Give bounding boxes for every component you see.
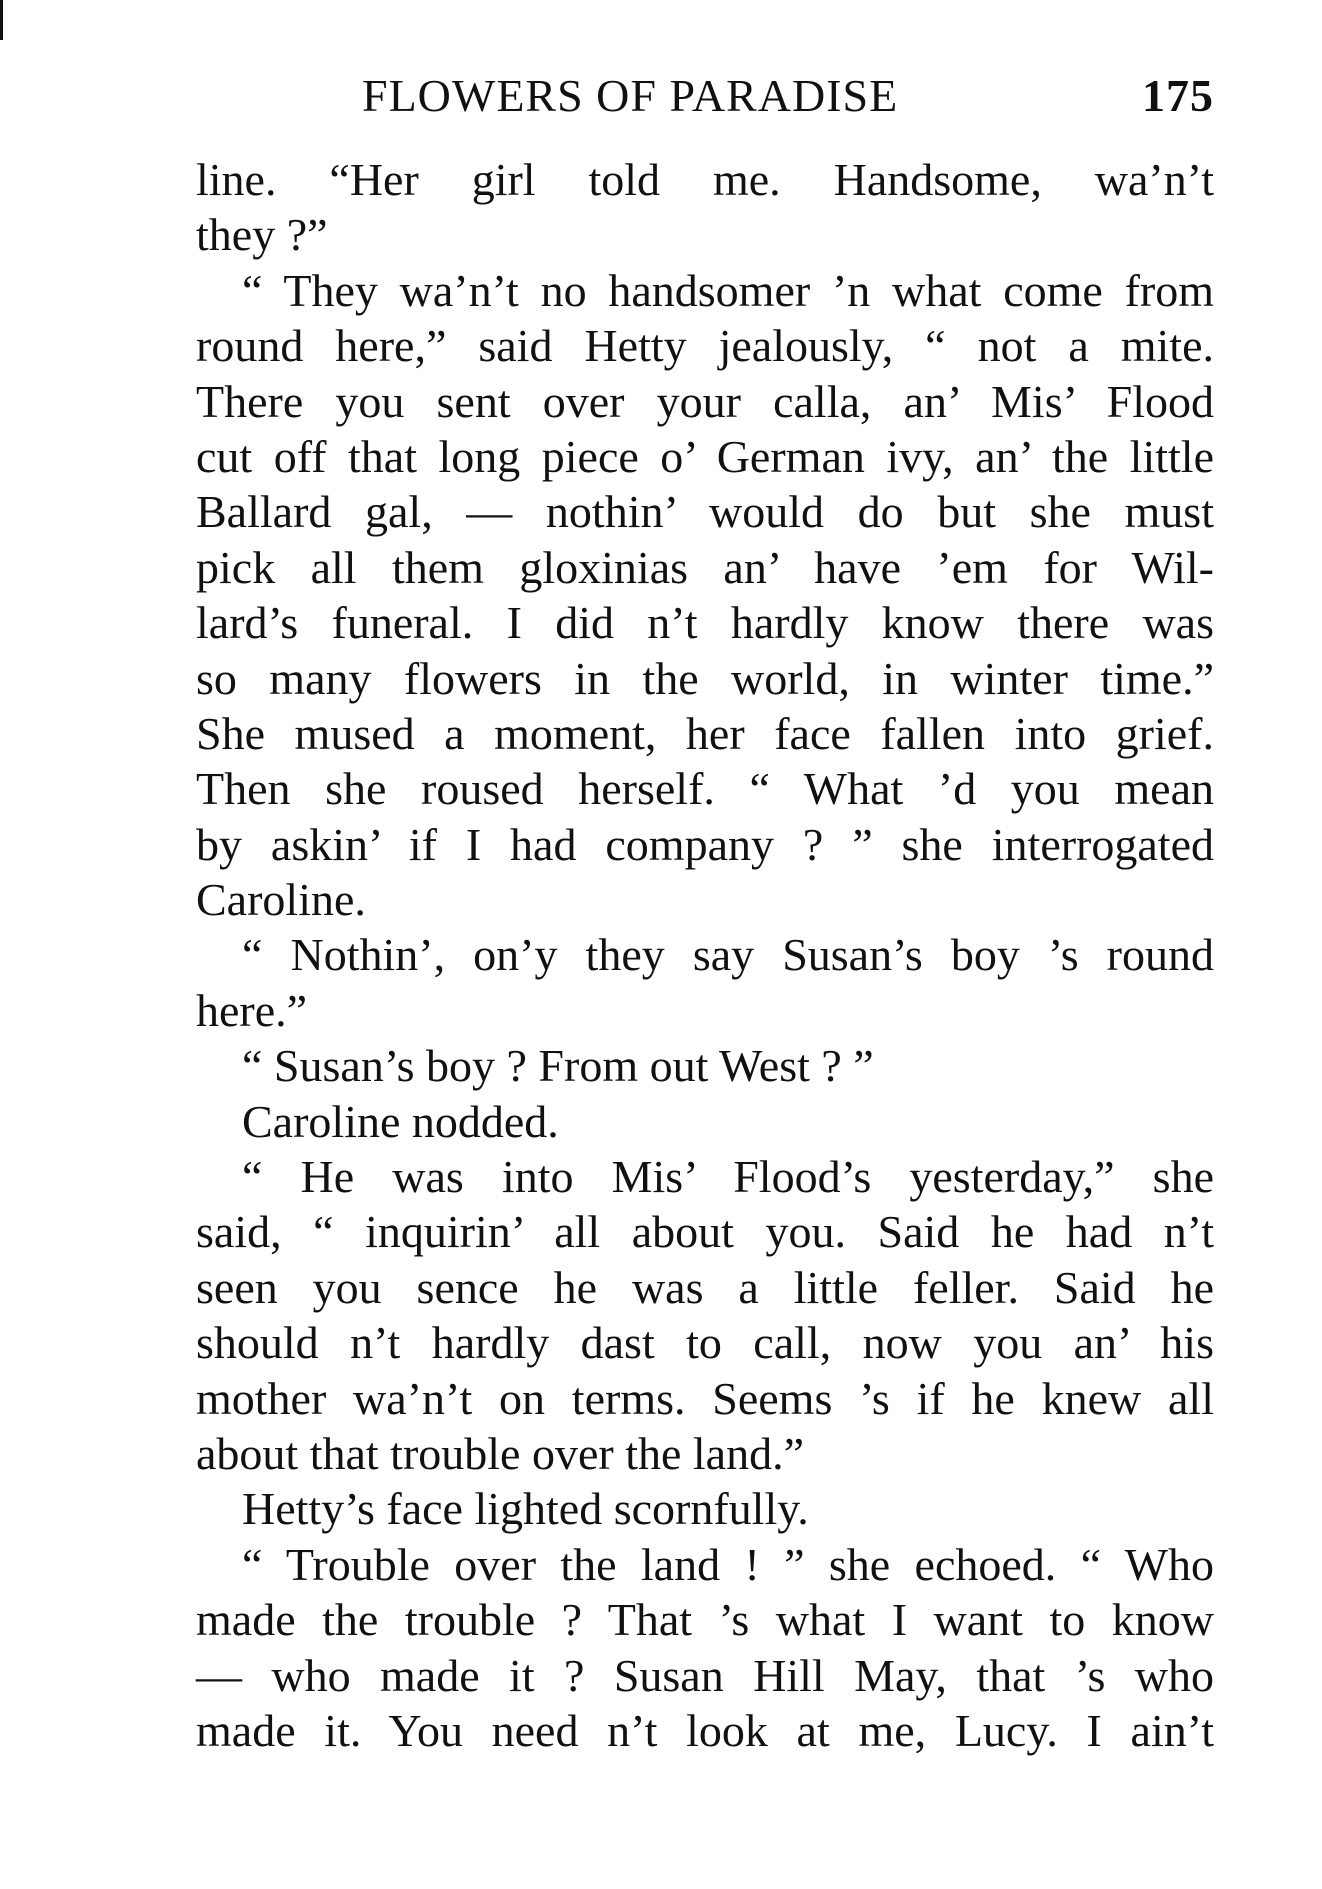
text-line: Hetty’s face lighted scornfully. (242, 1483, 809, 1535)
body-text (196, 152, 1214, 1758)
text-line: they ?” (196, 209, 328, 261)
text-line: “ They wa’n’t no handsomer ’n what come from (242, 264, 1214, 316)
text-line: made it. You need n’t look at me, Lucy. I ain’t (196, 1704, 1214, 1756)
text-line: said, “ inquirin’ all about you. Said he had n’t (196, 1206, 1214, 1258)
running-title: FLOWERS OF PARADISE (362, 70, 899, 121)
text-line: — who made it ? Susan Hill May, that ’s who (196, 1649, 1214, 1701)
text-line: “ Trouble over the land ! ” she echoed. “ Who (242, 1538, 1214, 1590)
text-line: line. “Her girl told me. Handsome, wa’n’t (196, 154, 1214, 205)
text-line: should n’t hardly dast to call, now you an’ his (196, 1317, 1214, 1369)
scan-edge-mark (0, 0, 3, 40)
text-line: about that trouble over the land.” (196, 1427, 805, 1479)
text-line: Ballard gal, — nothin’ would do but she must (196, 486, 1214, 538)
text-line: seen you sence he was a little feller. Said he (196, 1261, 1214, 1313)
text-line: Then she roused herself. “ What ’d you mean (196, 763, 1214, 815)
text-line: pick all them gloxinias an’ have ’em for Wil- (196, 541, 1214, 593)
running-head (196, 64, 1214, 128)
text-line: “ Susan’s boy ? From out West ? ” (242, 1040, 874, 1092)
text-line: There you sent over your calla, an’ Mis’ Flood (196, 375, 1214, 427)
text-line: here.” (196, 984, 308, 1036)
text-line: mother wa’n’t on terms. Seems ’s if he knew all (196, 1372, 1214, 1424)
text-line: so many flowers in the world, in winter time.” (196, 652, 1214, 704)
text-line: lard’s funeral. I did n’t hardly know there was (196, 597, 1214, 649)
page-number: 175 (1142, 70, 1214, 121)
text-line: Caroline. (196, 874, 366, 926)
text-line: Caroline nodded. (242, 1095, 559, 1147)
text-line: She mused a moment, her face fallen into grief. (196, 707, 1214, 759)
text-line: “ Nothin’, on’y they say Susan’s boy ’s round (242, 929, 1214, 981)
text-line: made the trouble ? That ’s what I want to know (196, 1594, 1214, 1646)
text-line: round here,” said Hetty jealously, “ not a mite. (196, 320, 1214, 372)
text-line: “ He was into Mis’ Flood’s yesterday,” she (242, 1151, 1214, 1203)
text-line: by askin’ if I had company ? ” she interrogated (196, 818, 1214, 870)
text-line: cut off that long piece o’ German ivy, an’ the little (196, 430, 1214, 482)
